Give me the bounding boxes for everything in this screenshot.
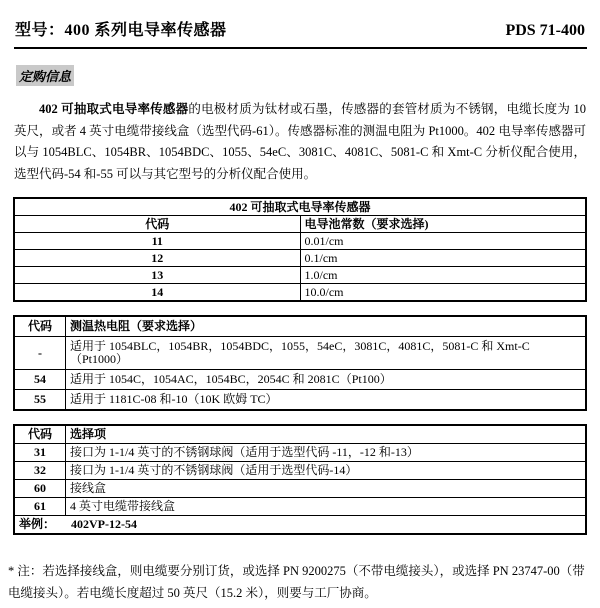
code-cell: 13 (14, 267, 300, 284)
example-cell (14, 516, 586, 535)
desc-cell: 接口为 1-1/4 英寸的不锈钢球阀（适用于选型代码-14） (66, 462, 587, 480)
sensor-options-table (13, 197, 587, 302)
table-caption: 402 可抽取式电导率传感器 (14, 198, 586, 216)
footnote: * 注：若选择接线盒，则电缆要分别订货，或选择 PN 9200275（不带电缆接头），或选择 PN 23747-00（带电缆接头）。若电缆长度超过 50 英尺（15.2 米），则要与工厂协商。 (8, 564, 585, 600)
datasheet-page (0, 17, 600, 608)
code-cell: 55 (14, 390, 66, 411)
rtd-options-table (13, 315, 587, 411)
example-row (14, 516, 586, 535)
code-cell: 54 (14, 370, 66, 390)
page-header (15, 17, 585, 40)
table-caption-row (14, 198, 586, 216)
example-value: 402VP-12-54 (71, 517, 138, 531)
intro-lead: 402 可抽取式电导率传感器 (39, 102, 189, 116)
table-row (14, 498, 586, 516)
table-row (14, 267, 586, 284)
table-row (14, 390, 586, 411)
desc-cell: 10.0/cm (300, 284, 586, 302)
table-row (14, 284, 586, 302)
table-row (14, 337, 586, 370)
desc-cell: 适用于 1054BLC，1054BR，1054BDC，1055，54eC，3081C，4081C，5081-C 和 Xmt-C（Pt1000） (66, 337, 587, 370)
code-cell: - (14, 337, 66, 370)
table-row (14, 233, 586, 250)
code-cell: 11 (14, 233, 300, 250)
example-label: 举例： (19, 517, 56, 531)
desc-cell: 接口为 1-1/4 英寸的不锈钢球阀（适用于选型代码 -11，-12 和-13） (66, 444, 587, 462)
table-row (14, 462, 586, 480)
table-header-row (14, 316, 586, 337)
desc-cell: 4 英寸电缆带接线盒 (66, 498, 587, 516)
desc-cell: 0.01/cm (300, 233, 586, 250)
table-row (14, 250, 586, 267)
column-header-code: 代码 (14, 425, 66, 444)
document-number: PDS 71-400 (505, 22, 585, 39)
selection-options-table (13, 424, 587, 535)
table-row (14, 480, 586, 498)
column-header-code: 代码 (14, 216, 300, 233)
table-header-row (14, 425, 586, 444)
code-cell: 14 (14, 284, 300, 302)
header-rule (14, 47, 587, 49)
desc-cell: 适用于 1181C-08 和-10（10K 欧姆 TC） (66, 390, 587, 411)
table-header-row (14, 216, 586, 233)
desc-cell: 适用于 1054C，1054AC，1054BC，2054C 和 2081C（Pt100） (66, 370, 587, 390)
code-cell: 31 (14, 444, 66, 462)
column-header-rtd: 测温热电阻（要求选择） (66, 316, 587, 337)
desc-cell: 接线盒 (66, 480, 587, 498)
desc-cell: 1.0/cm (300, 267, 586, 284)
code-cell: 12 (14, 250, 300, 267)
code-cell: 60 (14, 480, 66, 498)
column-header-code: 代码 (14, 316, 66, 337)
table-row (14, 370, 586, 390)
intro-paragraph (14, 99, 586, 185)
table-row (14, 444, 586, 462)
desc-cell: 0.1/cm (300, 250, 586, 267)
column-header-options: 选择项 (66, 425, 587, 444)
code-cell: 32 (14, 462, 66, 480)
intro-body: 的电极材质为钛材或石墨，传感器的套管材质为不锈钢，电缆长度为 10 英尺，或者 4 英寸电缆带接线盒（选型代码-61）。传感器标准的测温电阻为 Pt1000。402 电导率传感器可以与 1054BLC、1054BR、1054BDC、1055、54eC、3081C、4081C、5081-C 和 Xmt-C 分析仪配合使用，选型代码-54 和-55 可以与其它型号的分析仪配合使用。 (14, 102, 586, 181)
code-cell: 61 (14, 498, 66, 516)
page-title: 型号：400 系列电导率传感器 (15, 22, 227, 39)
section-label-ordering-info: 定购信息 (16, 65, 74, 86)
column-header-cell-constant: 电导池常数（要求选择) (300, 216, 586, 233)
